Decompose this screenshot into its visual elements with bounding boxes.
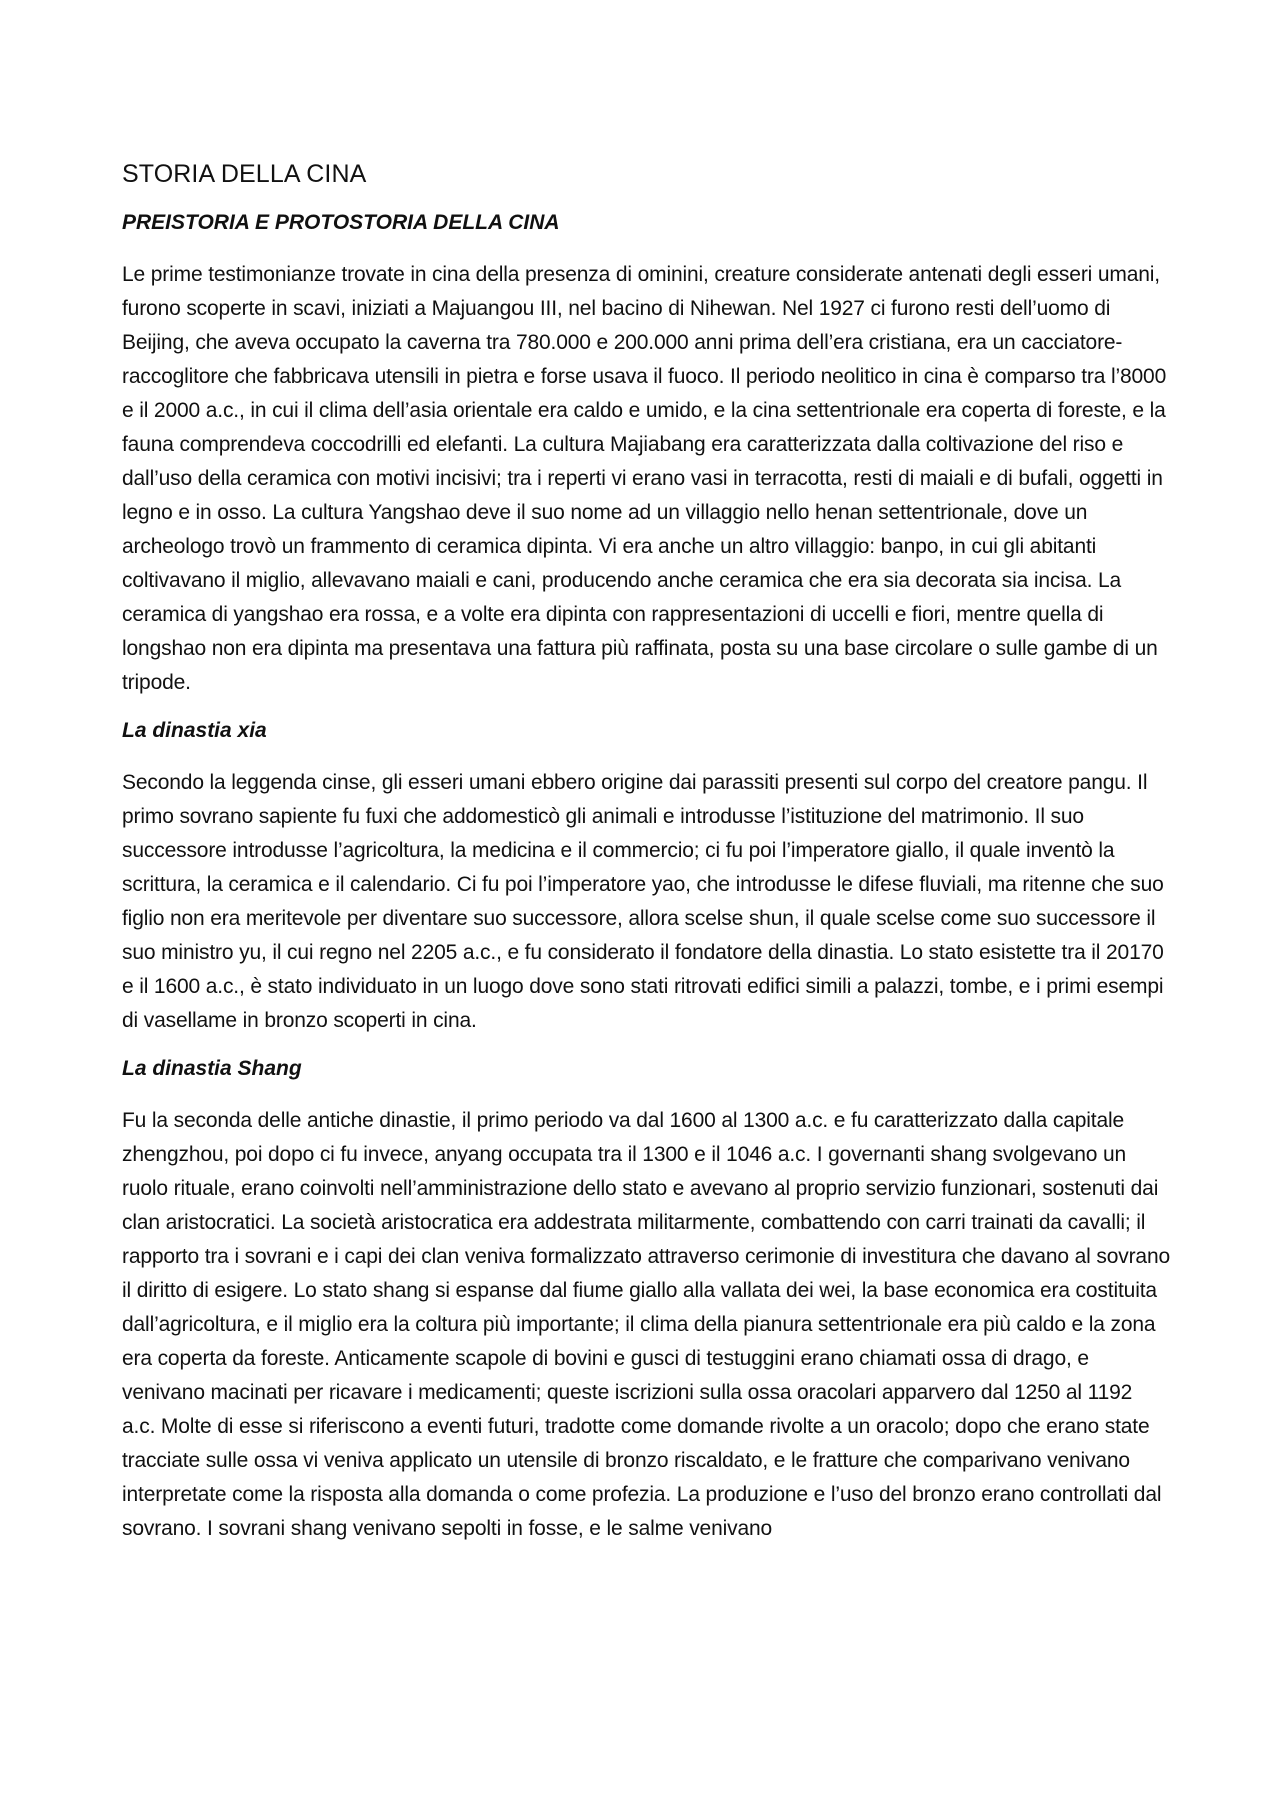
paragraph-dinastia-xia: Secondo la leggenda cinse, gli esseri umani ebbero origine dai parassiti presenti sul corpo del creatore pangu. Il primo sovrano sapiente fu fuxi che addomesticò gli animali e introdusse l’istituzione del matrimonio. Il suo successore introdusse l’agricoltura, la medicina e il commercio; ci fu poi l’imperatore giallo, il quale inventò la scrittura, la ceramica e il calendario. Ci fu poi l’imperatore yao, che introdusse le difese fluviali, ma ritenne che suo figlio non era meritevole per diventare suo successore, allora scelse shun, il quale scelse come suo successore il suo ministro yu, il cui regno nel 2205 a.c., e fu considerato il fondatore della dinastia. Lo stato esistette tra il 20170 e il 1600 a.c., è stato individuato in un luogo dove sono stati ritrovati edifici simili a palazzi, tombe, e i primi esempi di vasellame in bronzo scoperti in cina. bbox=[122, 771, 1164, 1032]
document-title: STORIA DELLA CINA bbox=[122, 160, 367, 188]
section-heading-preistoria: PREISTORIA E PROTOSTORIA DELLA CINA bbox=[122, 211, 560, 234]
section-heading-dinastia-shang: La dinastia Shang bbox=[122, 1057, 302, 1080]
section-heading-dinastia-xia: La dinastia xia bbox=[122, 719, 267, 742]
paragraph-dinastia-shang: Fu la seconda delle antiche dinastie, il primo periodo va dal 1600 al 1300 a.c. e fu caratterizzato dalla capitale zhengzhou, poi dopo ci fu invece, anyang occupata tra il 1300 e il 1046 a.c. I governanti shang svolgevano un ruolo rituale, erano coinvolti nell’amministrazione dello stato e avevano al proprio servizio funzionari, sostenuti dai clan aristocratici. La società aristocratica era addestrata militarmente, combattendo con carri trainati da cavalli; il rapporto tra i sovrani e i capi dei clan veniva formalizzato attraverso cerimonie di investitura che davano al sovrano il diritto di esigere. Lo stato shang si espanse dal fiume giallo alla vallata dei wei, la base economica era costituita dall’agricoltura, e il miglio era la coltura più importante; il clima della pianura settentrionale era più caldo e la zona era coperta da foreste. Anticamente scapole di bovini e gusci di testuggini erano chiamati ossa di drago, e venivano macinati per ricavare i medicamenti; queste iscrizioni sulla ossa oracolari apparvero dal 1250 al 1192 a.c. Molte di esse si riferiscono a eventi futuri, tradotte come domande rivolte a un oracolo; dopo che erano state tracciate sulle ossa vi veniva applicato un utensile di bronzo riscaldato, e le fratture che comparivano venivano interpretate come la risposta alla domanda o come profezia. La produzione e l’uso del bronzo erano controllati dal sovrano. I sovrani shang venivano sepolti in fosse, e le salme venivano bbox=[122, 1109, 1170, 1540]
paragraph-preistoria: Le prime testimonianze trovate in cina della presenza di ominini, creature considerate antenati degli esseri umani, furono scoperte in scavi, iniziati a Majuangou III, nel bacino di Nihewan. Nel 1927 ci furono resti dell’uomo di Beijing, che aveva occupato la caverna tra 780.000 e 200.000 anni prima dell’era cristiana, era un cacciatore-raccoglitore che fabbricava utensili in pietra e forse usava il fuoco. Il periodo neolitico in cina è comparso tra l’8000 e il 2000 a.c., in cui il clima dell’asia orientale era caldo e umido, e la cina settentrionale era coperta di foreste, e la fauna comprendeva coccodrilli ed elefanti. La cultura Majiabang era caratterizzata dalla coltivazione del riso e dall’uso della ceramica con motivi incisivi; tra i reperti vi erano vasi in terracotta, resti di maiali e di bufali, oggetti in legno e in osso. La cultura Yangshao deve il suo nome ad un villaggio nello henan settentrionale, dove un archeologo trovò un frammento di ceramica dipinta. Vi era anche un altro villaggio: banpo, in cui gli abitanti coltivavano il miglio, allevavano maiali e cani, producendo anche ceramica che era sia decorata sia incisa. La ceramica di yangshao era rossa, e a volte era dipinta con rappresentazioni di uccelli e fiori, mentre quella di longshao non era dipinta ma presentava una fattura più raffinata, posta su una base circolare o sulle gambe di un tripode. bbox=[122, 263, 1167, 694]
document-page bbox=[122, 150, 1170, 1562]
